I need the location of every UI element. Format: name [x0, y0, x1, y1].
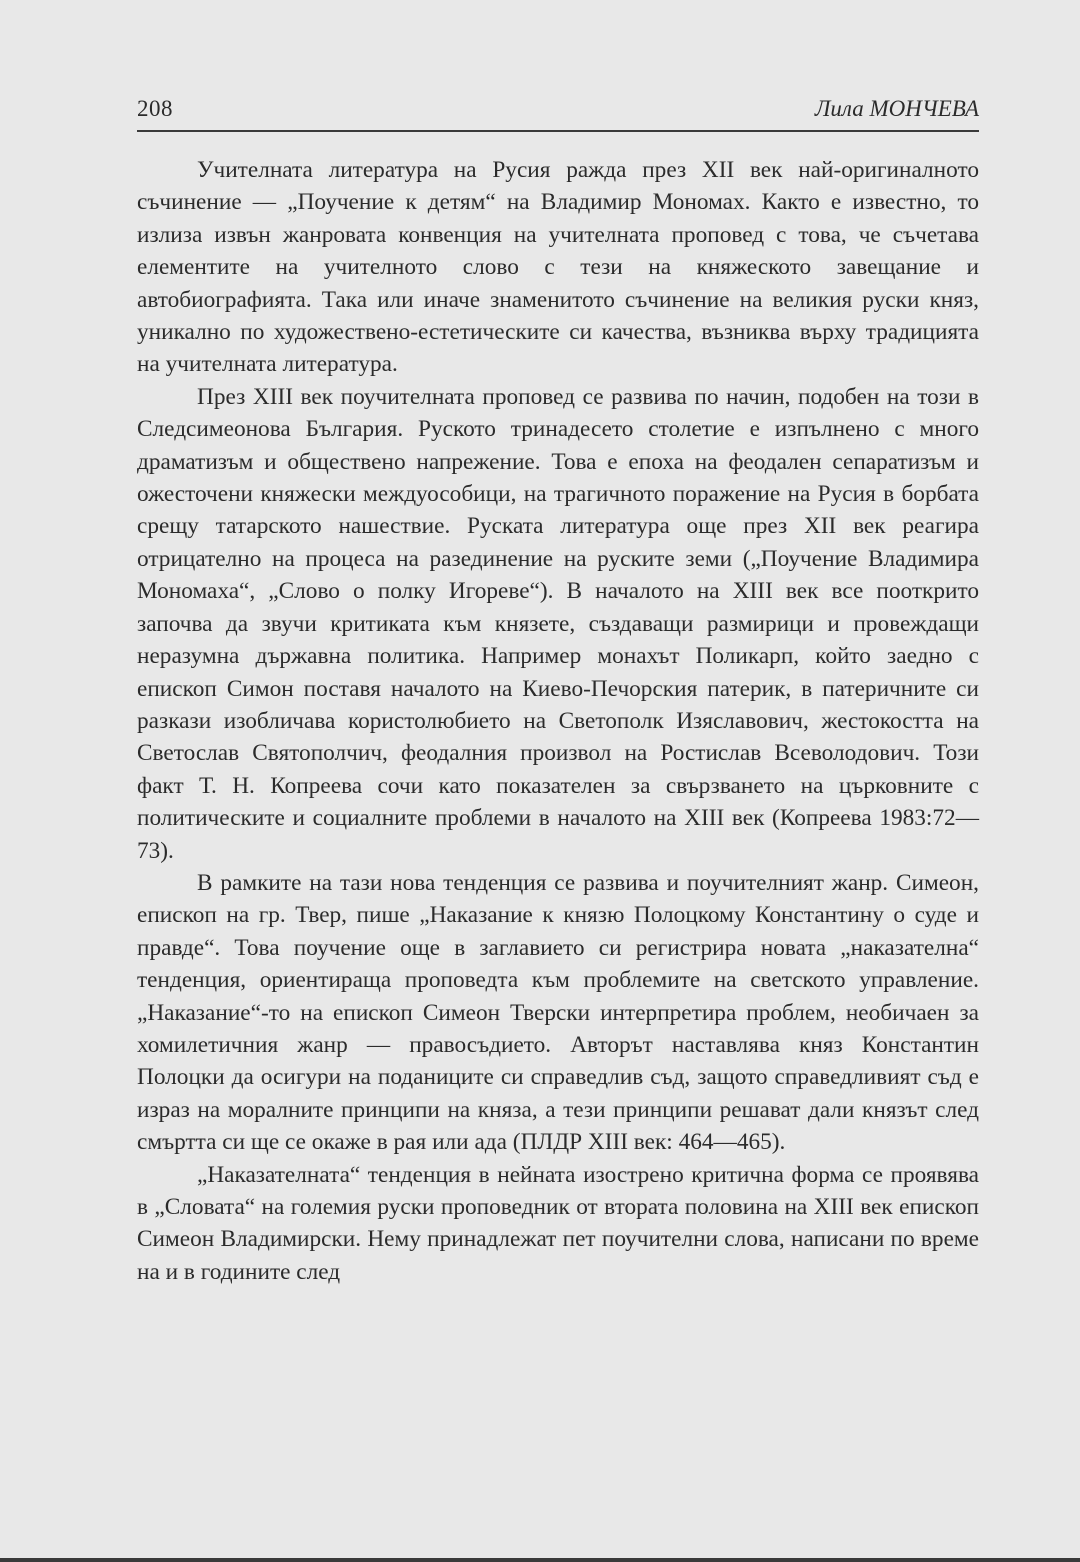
bottom-edge-rule [0, 1558, 1080, 1562]
paragraph-4: „Наказателната“ тенденция в нейната изострено критична форма се проявява в „Словата“ на големия руски проповедник от втората половина на XIII век епископ Симеон Владимирски. Нему принадлежат пет поучителни слова, написани по време на и в годините след [137, 1161, 979, 1285]
paragraph-3: В рамките на тази нова тенденция се развива и поучителният жанр. Симеон, епископ на гр. Твер, пише „Наказание к князю Полоцкому Константину о суде и правде“. Това поучение още в заглавието си регистрира новата „наказателна“ тенденция, ориентираща проповедта към проблемите на светското управление. „Наказание“-то на епископ Симеон Тверски интерпретира проблем, необичаен за хомилетичния жанр — правосъдието. Авторът наставлява княз Константин Полоцки да осигури на поданиците си справедлив съд, защото справедливият съд е израз на моралните принципи на княза, а тези принципи решават дали князът след смъртта си ще се окаже в рая или ада (ПЛДР XIII век: 464—465). [137, 869, 979, 1156]
body-text [137, 154, 979, 1288]
paragraph-2: През XIII век поучителната проповед се развива по начин, подобен на този в Следсимеонова България. Руското тринадесето столетие е изпълнено с много драматизъм и обществено напрежение. Това е епоха на феодален сепаратизъм и ожесточени княжески междуособици, на трагичното поражение на Русия в борбата срещу татарското нашествие. Руската литература още през XII век реагира отрицателно на процеса на разединение на руските земи („Поучение Владимира Мономаха“, „Слово о полку Игореве“). В началото на XIII век все пооткрито започва да звучи критиката към князете, създаващи размирици и провеждащи неразумна държавна политика. Например монахът Поликарп, който заедно с епископ Симон поставя началото на Киево-Печорския патерик, в патеричните си разкази изобличава користолюбието на Светополк Изяславович, жестокостта на Светослав Святополчич, феодалния произвол на Ростислав Всеволодович. Този факт Т. Н. Копреева сочи като показателен за свързването на църковните с политическите и социалните проблеми в началото на XIII век (Копреева 1983:72—73). [137, 383, 979, 864]
running-head-author: Лила МОНЧЕВА [814, 96, 979, 121]
page-number: 208 [137, 96, 173, 121]
paragraph-1: Учителната литература на Русия ражда през XII век най-оригиналното съчинение — „Поучение к детям“ на Владимир Мономах. Както е известно, то излиза извън жанровата конвенция на учителната проповед с това, че съчетава елементите на учителното слово с тези на княжеското завещание и автобиографията. Така или иначе знаменитото съчинение на великия руски княз, уникално по художествено-естетическите си качества, възниква върху традицията на учителната литература. [137, 157, 979, 378]
page-header [137, 94, 979, 132]
